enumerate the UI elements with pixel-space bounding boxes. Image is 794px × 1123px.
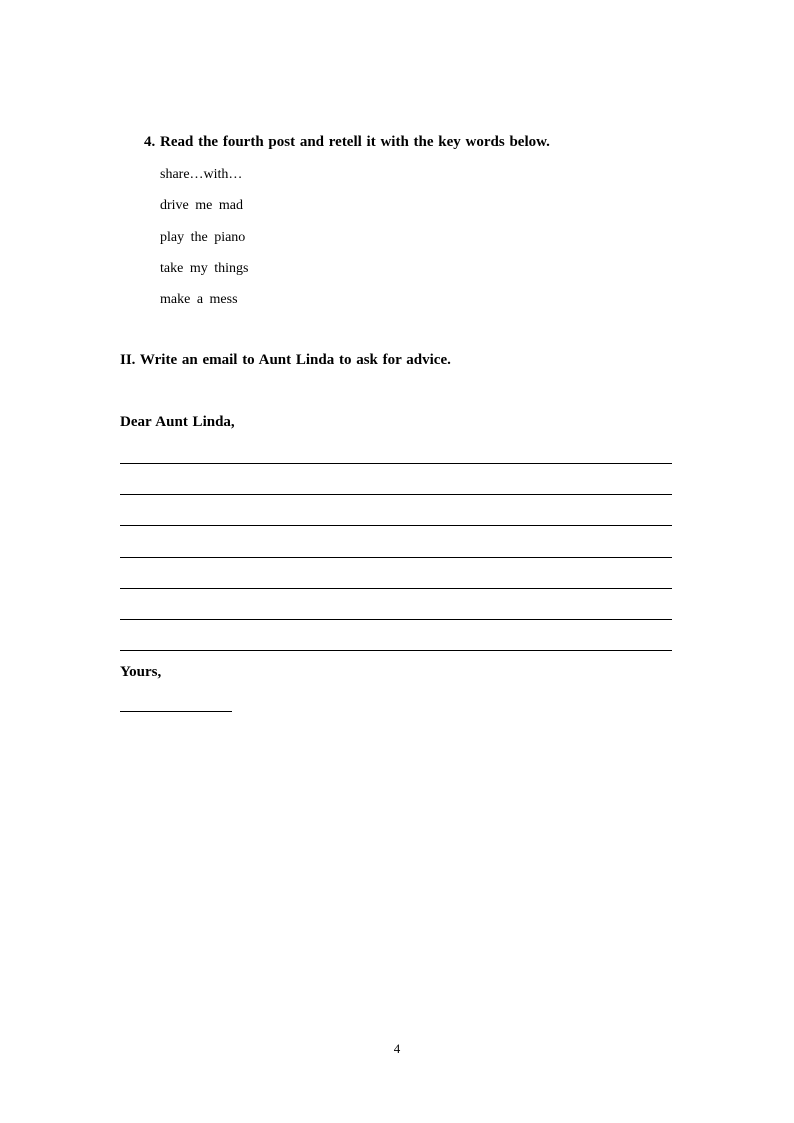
writing-line[interactable]: [120, 463, 672, 464]
keyword-item: take my things: [160, 260, 249, 276]
keyword-list: [160, 166, 248, 322]
keyword-item: drive me mad: [160, 198, 243, 214]
keyword-item: play the piano: [160, 229, 246, 245]
question-4-heading: 4. Read the fourth post and retell it with the key words below.: [144, 134, 550, 150]
page-number: 4: [393, 1041, 401, 1056]
signature-line[interactable]: [120, 711, 232, 712]
writing-line[interactable]: [120, 650, 672, 651]
writing-line[interactable]: [120, 619, 672, 620]
writing-line[interactable]: [120, 525, 672, 526]
writing-line[interactable]: [120, 557, 672, 558]
writing-area[interactable]: [120, 463, 672, 681]
keyword-item: make a mess: [160, 292, 238, 308]
keyword-item: share…with…: [160, 167, 243, 182]
email-closing: Yours,: [120, 664, 162, 680]
section-2-heading: II. Write an email to Aunt Linda to ask for advice.: [120, 352, 451, 368]
email-greeting: Dear Aunt Linda,: [120, 414, 235, 430]
writing-line[interactable]: [120, 588, 672, 589]
writing-line[interactable]: [120, 494, 672, 495]
